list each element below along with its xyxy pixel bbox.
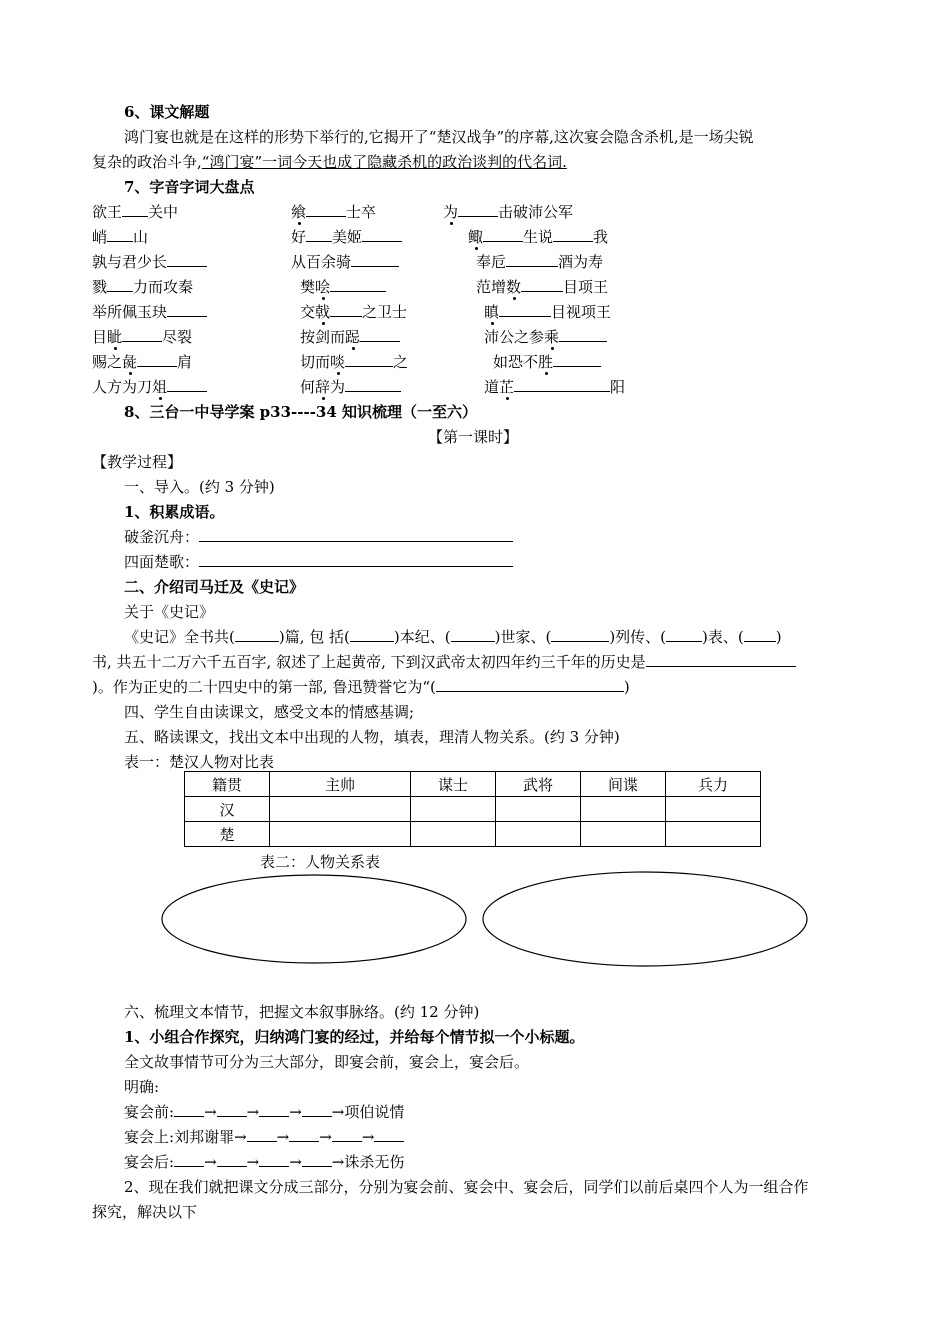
step-6-q2-line2: 探究，解决以下 <box>92 1203 198 1221</box>
table-cell[interactable] <box>411 822 496 847</box>
step-4: 四、学生自由读课文，感受文本的情感基调; <box>124 703 415 721</box>
table-cell[interactable] <box>411 797 496 822</box>
table-row <box>185 822 761 847</box>
table2-caption: 表二：人物关系表 <box>260 853 381 871</box>
han-relationship-ellipse <box>162 875 466 963</box>
table-cell[interactable] <box>581 797 666 822</box>
vocab-item: 戮 力而攻秦 <box>92 278 194 296</box>
idiom-line: 破釜沉舟： <box>124 527 513 547</box>
table-header: 兵力 <box>666 772 761 797</box>
plot-during: 宴会上:刘邦谢罪→ → → → <box>124 1127 404 1147</box>
teaching-process-heading: 【教学过程】 <box>92 453 183 471</box>
table1-caption: 表一：楚汉人物对比表 <box>124 753 275 771</box>
table-header-row <box>185 772 761 797</box>
lesson-heading: 【第一课时】 <box>428 428 519 446</box>
table-header: 籍贯 <box>185 772 270 797</box>
step-1-subtitle: 1、积累成语。 <box>124 503 225 521</box>
table-cell[interactable] <box>270 797 411 822</box>
vocab-item: 按剑而跽 <box>300 327 400 347</box>
vocab-item: 人方为刀俎 <box>92 377 207 397</box>
step-6-q1: 1、小组合作探究，归纳鸿门宴的经过，并给每个情节拟一个小标题。 <box>124 1028 585 1046</box>
table-row <box>185 797 761 822</box>
vocab-item: 鲰 生说 我 <box>468 228 609 246</box>
table-cell[interactable] <box>666 797 761 822</box>
shiji-about: 关于《史记》 <box>124 603 215 621</box>
vocab-item: 峭 山 <box>92 228 149 246</box>
table-cell[interactable] <box>270 822 411 847</box>
table-header: 谋士 <box>411 772 496 797</box>
vocab-item: 赐之彘 肩 <box>92 353 193 371</box>
vocab-item: 沛公之参乘 <box>484 327 607 347</box>
section-6-underlined-text: “鸿门宴”一词今天也成了隐藏杀机的政治谈判的代名词. <box>201 153 567 171</box>
table-header: 武将 <box>496 772 581 797</box>
plot-after: 宴会后: → → → →诛杀无伤 <box>124 1153 405 1171</box>
section-6-title: 6、课文解题 <box>124 103 210 121</box>
step-1-title: 一、导入。(约 3 分钟) <box>124 478 275 496</box>
table-header: 间谍 <box>581 772 666 797</box>
row-label: 汉 <box>185 797 270 822</box>
relationship-diagram <box>150 868 820 974</box>
plot-before: 宴会前: → → → →项伯说情 <box>124 1103 405 1121</box>
section-6-text: 复杂的政治斗争, <box>92 153 202 171</box>
vocab-item: 孰与君少长 <box>92 252 207 272</box>
vocab-item: 飨 士卒 <box>291 203 377 221</box>
shiji-line2: 书, 共五十二万六千五百字, 叙述了上起黄帝, 下到汉武帝太初四年约三千年的历史是 <box>92 652 796 672</box>
vocab-item: 好 美姬 <box>291 227 402 247</box>
chu-han-comparison-table <box>184 771 761 847</box>
vocab-item: 举所佩玉玦 <box>92 302 207 322</box>
vocab-item: 奉卮 酒为寿 <box>476 253 604 271</box>
shiji-line1: 《史记》全书共( )篇, 包 括( )本纪、( )世家、( )列传、( )表、( ) <box>124 628 782 646</box>
step-6-desc: 全文故事情节可分为三大部分，即宴会前，宴会上，宴会后。 <box>124 1053 530 1071</box>
table-cell[interactable] <box>666 822 761 847</box>
table-header: 主帅 <box>270 772 411 797</box>
vocab-item: 切而啖 之 <box>300 353 409 371</box>
vocab-item: 为 击破沛公军 <box>443 203 574 221</box>
section-6-paragraph-line2 <box>92 152 567 172</box>
section-6-paragraph-line1: 鸿门宴也就是在这样的形势下举行的,它揭开了“楚汉战争”的序幕,这次宴会隐含杀机,是一场尖锐 <box>124 128 754 146</box>
step-2-title: 二、介绍司马迁及《史记》 <box>124 578 305 596</box>
vocab-item: 从百余骑 <box>291 252 399 272</box>
table-cell[interactable] <box>581 822 666 847</box>
section-7-title: 7、字音字词大盘点 <box>124 178 255 196</box>
vocab-item: 范增数 目项王 <box>476 278 609 296</box>
idiom-line: 四面楚歌： <box>124 552 513 572</box>
step-6-clear: 明确: <box>124 1078 160 1096</box>
vocab-item: 何辞为 <box>300 377 401 397</box>
vocab-item: 瞋 目视项王 <box>484 303 612 321</box>
step-5: 五、略读课文，找出文本中出现的人物，填表，理清人物关系。(约 3 分钟) <box>124 728 620 746</box>
chu-relationship-ellipse <box>483 872 807 966</box>
vocab-item: 道芷 阳 <box>484 378 626 396</box>
row-label: 楚 <box>185 822 270 847</box>
shiji-line3: )。作为正史的二十四史中的第一部, 鲁迅赞誉它为“( ) <box>92 678 630 696</box>
vocab-item: 目眦 尽裂 <box>92 328 193 346</box>
vocab-item: 樊哙 <box>300 277 386 297</box>
section-8-title: 8、三台一中导学案 p33----34 知识梳理（一至六） <box>124 403 478 421</box>
table-cell[interactable] <box>496 822 581 847</box>
step-6-q2-line1: 2、现在我们就把课文分成三部分，分别为宴会前、宴会中、宴会后，同学们以前后桌四个人为一组合作 <box>124 1178 809 1196</box>
table-cell[interactable] <box>496 797 581 822</box>
vocab-item: 交戟 之卫士 <box>300 303 408 321</box>
vocab-item: 如恐不胜 <box>493 352 601 372</box>
step-6-title: 六、梳理文本情节，把握文本叙事脉络。(约 12 分钟) <box>124 1003 480 1021</box>
vocab-item: 欲王 关中 <box>92 203 179 221</box>
